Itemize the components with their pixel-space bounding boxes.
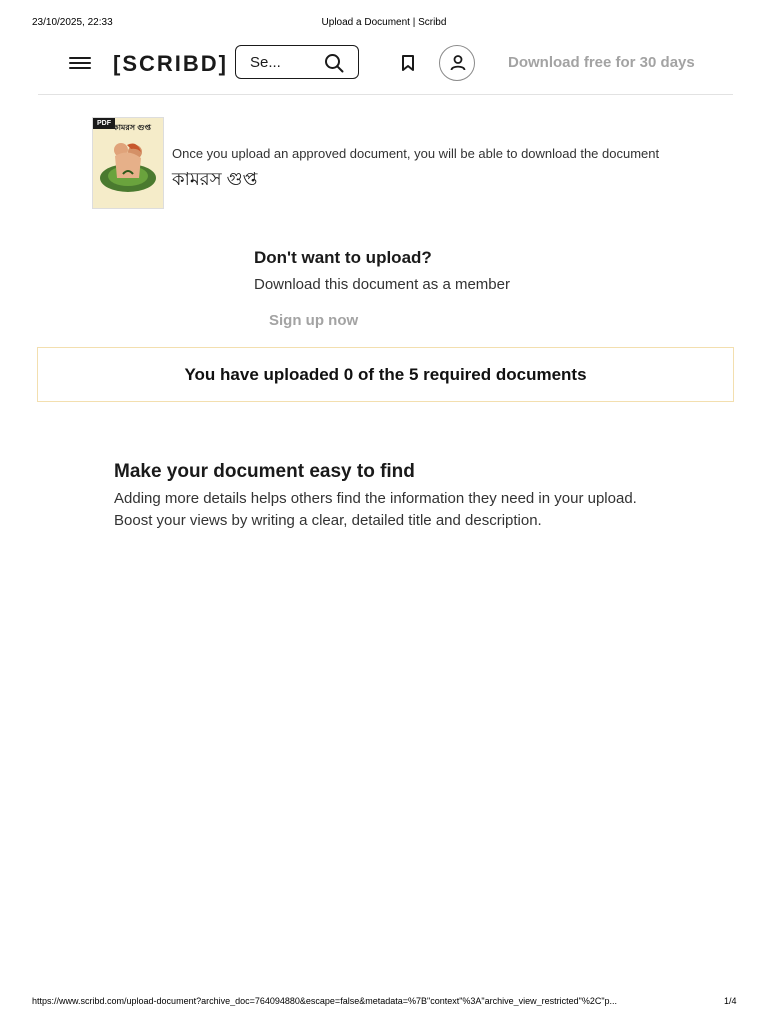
membership-subtext: Download this document as a member [254, 276, 510, 293]
details-description-line-1: Adding more details helps others find the information they need in your upload. [114, 490, 637, 507]
document-thumbnail[interactable] [92, 117, 164, 209]
top-navigation-bar [38, 44, 733, 95]
sign-up-button[interactable]: Sign up now [269, 312, 359, 329]
download-free-link[interactable]: Download free for 30 days [508, 54, 695, 71]
upload-note: Once you upload an approved document, you will be able to download the document [172, 146, 660, 161]
upload-progress-banner [37, 347, 734, 402]
hamburger-icon[interactable] [69, 55, 91, 73]
print-url: https://www.scribd.com/upload-document?archive_doc=764094880&escape=false&metadata=%7B"context"%3A"archive_view_restricted"%2C"p... [32, 996, 618, 1006]
print-page-title: Upload a Document | Scribd [321, 17, 447, 28]
print-footer [0, 996, 768, 1010]
search-box[interactable] [235, 45, 359, 79]
print-page-number: 1/4 [724, 996, 737, 1006]
bookmark-icon[interactable] [399, 54, 417, 72]
print-datetime: 23/10/2025, 22:33 [32, 17, 113, 28]
cover-title: কামরস গুপ্ত [113, 123, 151, 132]
print-header [0, 17, 768, 31]
membership-heading: Don't want to upload? [254, 248, 432, 267]
details-description-line-2: Boost your views by writing a clear, detailed title and description. [114, 512, 542, 529]
account-button[interactable] [439, 45, 475, 81]
user-icon [449, 54, 467, 72]
upload-progress-text: You have uploaded 0 of the 5 required documents [184, 365, 587, 384]
scribd-logo[interactable]: [SCRIBD] [113, 51, 228, 76]
pdf-badge: PDF [93, 118, 115, 129]
search-input[interactable] [250, 53, 320, 71]
search-icon[interactable] [324, 53, 344, 73]
document-title[interactable]: কামরস গুপ্ত [172, 169, 258, 189]
details-heading: Make your document easy to find [114, 461, 415, 482]
